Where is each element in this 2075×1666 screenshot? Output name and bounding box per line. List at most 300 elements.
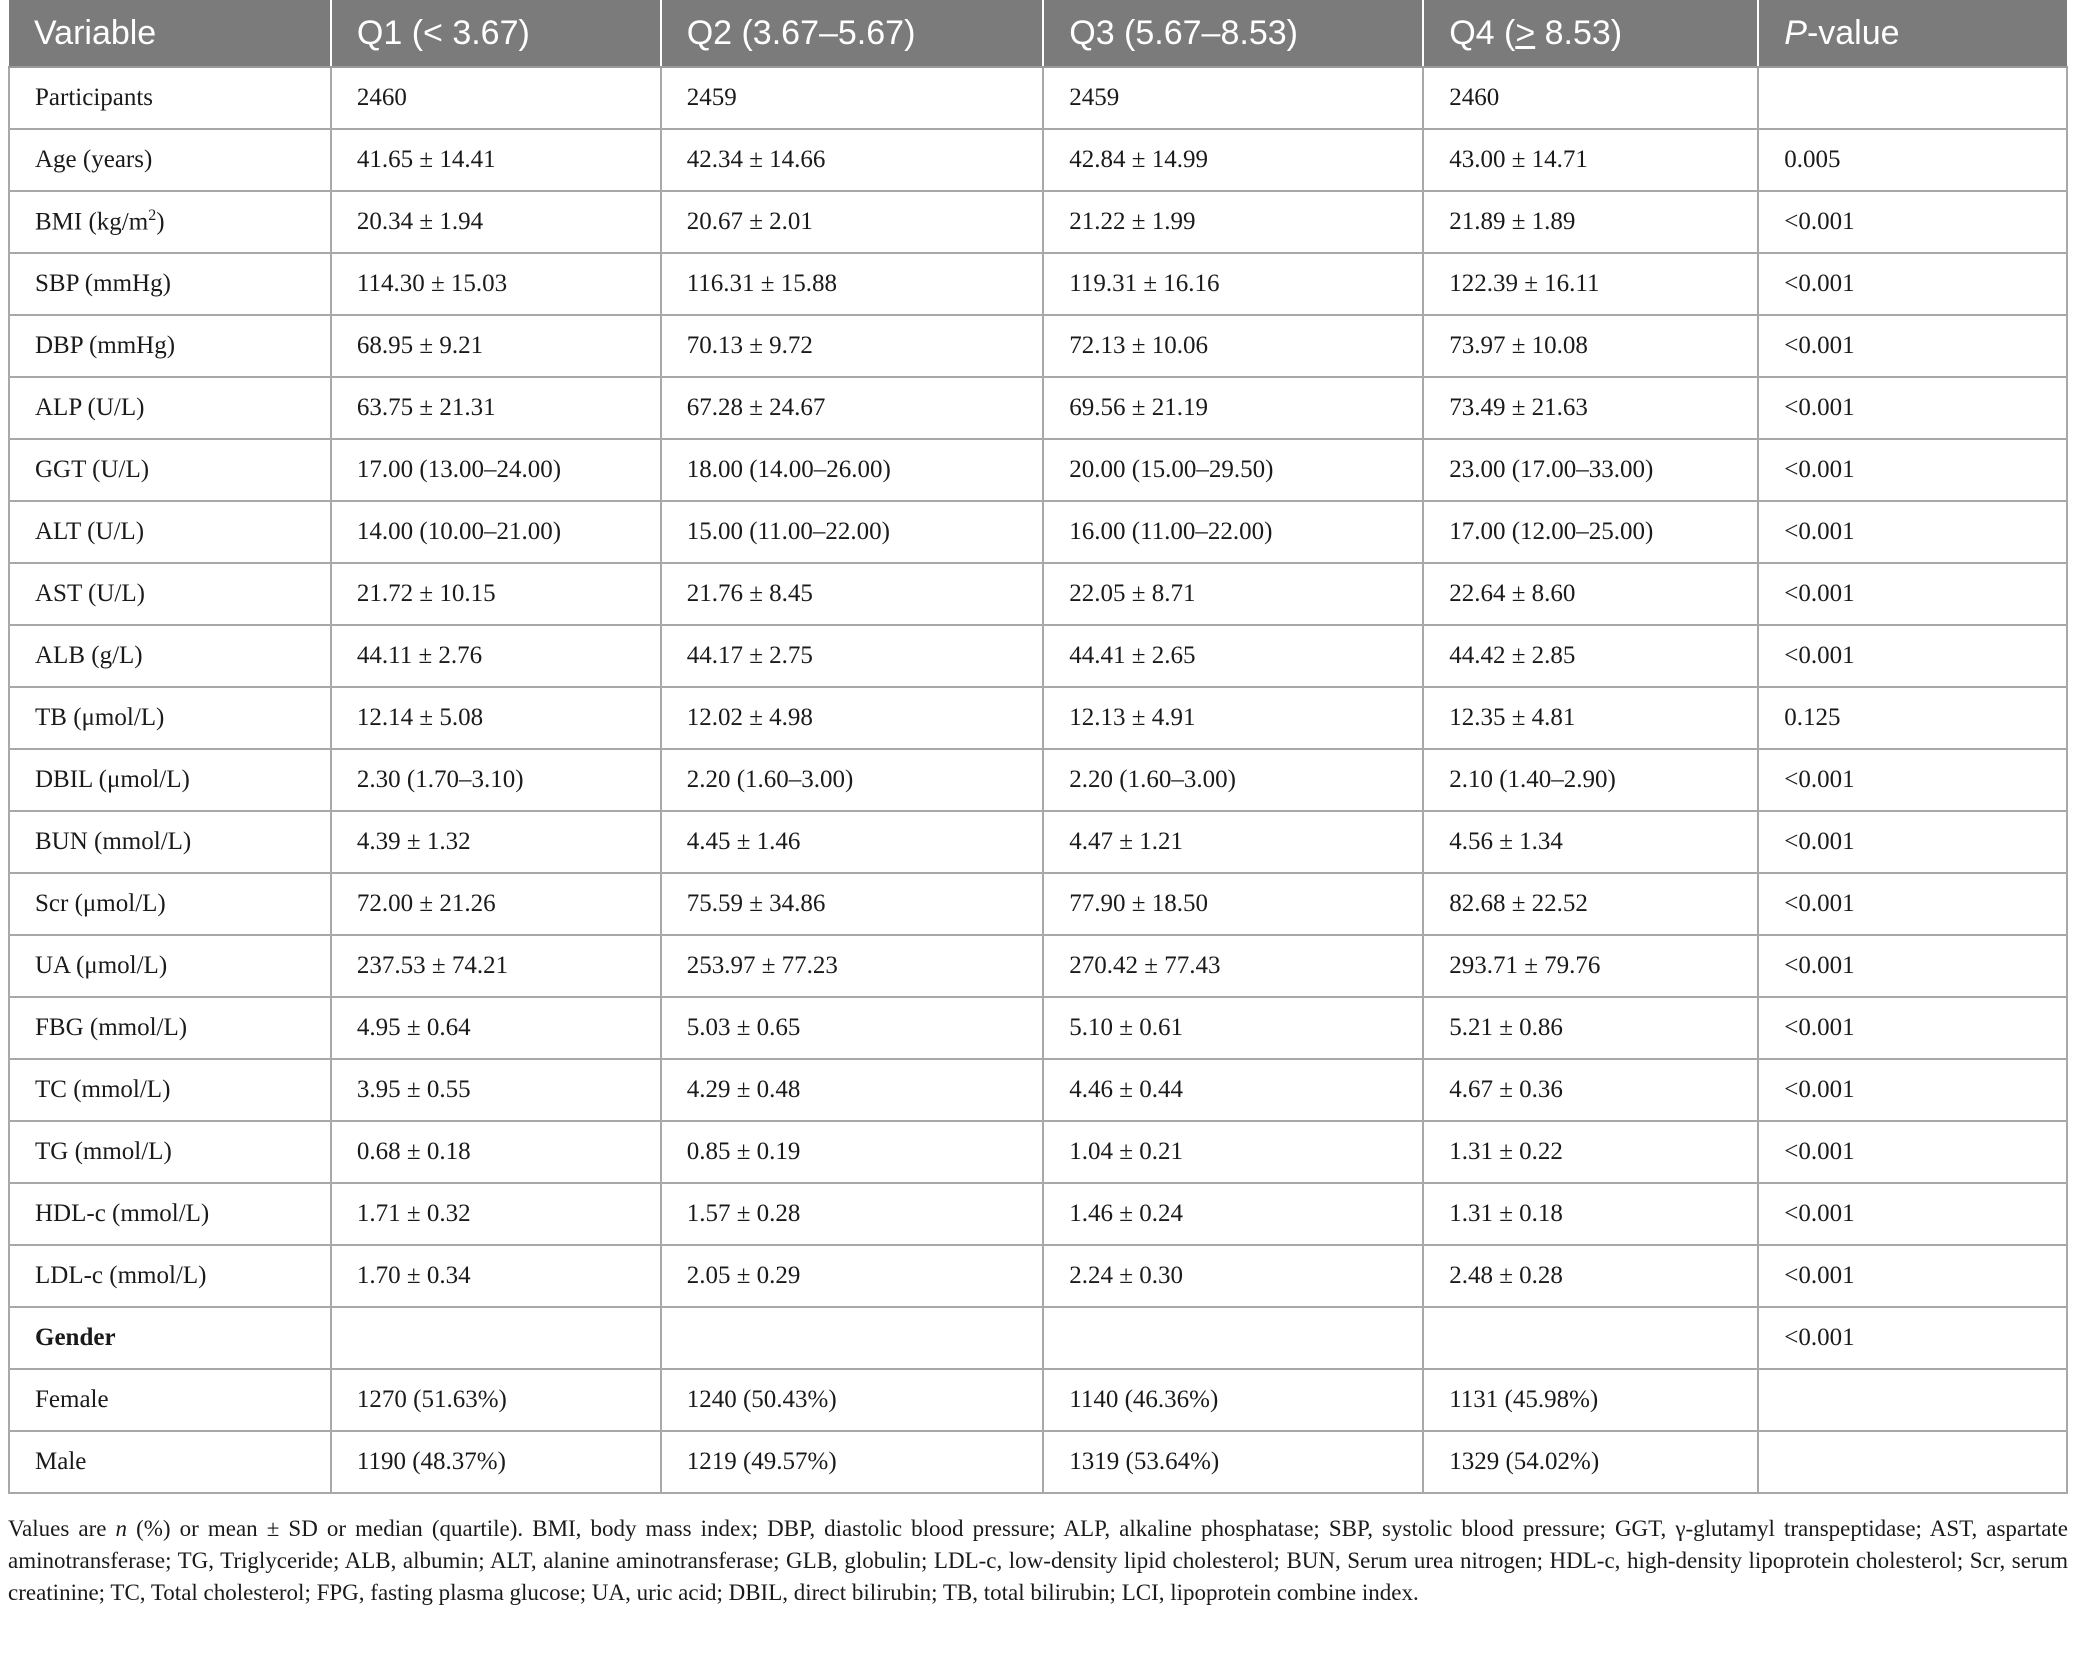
cell-text: <0.001: [1784, 580, 1855, 607]
cell-variable: [9, 67, 331, 129]
cell-text: 2459: [686, 84, 737, 111]
cell-text: 77.90 ± 18.50: [1069, 890, 1208, 917]
cell-p-value: [1758, 1369, 2067, 1431]
table-container: [8, 0, 2068, 1494]
cell-text: 82.68 ± 22.52: [1449, 890, 1588, 917]
cell-variable: [9, 687, 331, 749]
cell-text: 21.89 ± 1.89: [1449, 208, 1576, 235]
bmi-superscript: 2: [148, 207, 157, 225]
header-p-rest: -value: [1806, 13, 1900, 52]
cell-text: 67.28 ± 24.67: [686, 394, 826, 421]
cell-q4: [1423, 1183, 1758, 1245]
cell-text: <0.001: [1784, 1076, 1855, 1103]
cell-q3: [1043, 191, 1423, 253]
cell-text: 12.13 ± 4.91: [1069, 704, 1196, 731]
cell-text: <0.001: [1784, 952, 1855, 979]
cell-q4: [1423, 253, 1758, 315]
cell-text: 2.24 ± 0.30: [1069, 1262, 1183, 1289]
cell-text: <0.001: [1784, 642, 1855, 669]
cell-q1: [331, 1183, 661, 1245]
cell-q4: [1423, 501, 1758, 563]
cell-q1: [331, 1307, 661, 1369]
cell-p-value: [1758, 129, 2067, 191]
cell-q2: [661, 67, 1044, 129]
cell-q3: [1043, 1431, 1423, 1493]
cell-text: Age (years): [35, 146, 153, 173]
cell-text: <0.001: [1784, 456, 1855, 483]
cell-text: 1.46 ± 0.24: [1069, 1200, 1183, 1227]
cell-q1: [331, 749, 661, 811]
cell-q1: [331, 563, 661, 625]
cell-text: 1.70 ± 0.34: [356, 1262, 471, 1289]
table-row: [9, 1121, 2067, 1183]
cell-q2: [661, 997, 1044, 1059]
cell-q3: [1043, 129, 1423, 191]
cell-text: <0.001: [1784, 1324, 1855, 1351]
cell-variable: [9, 439, 331, 501]
cell-variable: [9, 191, 331, 253]
cell-q4: [1423, 935, 1758, 997]
cell-text: 20.34 ± 1.94: [356, 208, 484, 235]
cell-q1: [331, 1431, 661, 1493]
cell-q4: [1423, 129, 1758, 191]
cell-q3: [1043, 501, 1423, 563]
cell-text: 1140 (46.36%): [1069, 1386, 1219, 1413]
header-q4-suffix: 8.53): [1535, 13, 1623, 52]
cell-text: 5.10 ± 0.61: [1069, 1014, 1183, 1041]
cell-q4: [1423, 563, 1758, 625]
table-row: [9, 1307, 2067, 1369]
cell-q3: [1043, 687, 1423, 749]
cell-q1: [331, 625, 661, 687]
cell-text: 73.97 ± 10.08: [1449, 332, 1588, 359]
cell-text: 0.85 ± 0.19: [686, 1138, 801, 1165]
cell-text: <0.001: [1784, 890, 1855, 917]
cell-p-value: [1758, 1183, 2067, 1245]
cell-q1: [331, 1369, 661, 1431]
cell-text: 12.35 ± 4.81: [1449, 704, 1576, 731]
cell-q3: [1043, 315, 1423, 377]
cell-q2: [661, 1183, 1044, 1245]
table-row: [9, 687, 2067, 749]
cell-text: 12.14 ± 5.08: [356, 704, 484, 731]
cell-q3: [1043, 1121, 1423, 1183]
cell-text: 122.39 ± 16.11: [1449, 270, 1600, 297]
header-q1: Q1 (< 3.67): [331, 0, 661, 67]
cell-p-value: [1758, 191, 2067, 253]
cell-q2: [661, 935, 1044, 997]
cell-text: 2.20 (1.60–3.00): [1069, 766, 1236, 793]
cell-text: 41.65 ± 14.41: [356, 146, 496, 173]
cell-text: 20.00 (15.00–29.50): [1069, 456, 1274, 483]
cell-q3: [1043, 1183, 1423, 1245]
cell-variable: [9, 749, 331, 811]
cell-q3: [1043, 873, 1423, 935]
header-p-value: [1758, 0, 2067, 67]
cell-text: 21.72 ± 10.15: [356, 580, 496, 607]
table-row: [9, 1059, 2067, 1121]
cell-text: 21.76 ± 8.45: [686, 580, 813, 607]
table-row: [9, 1183, 2067, 1245]
cell-p-value: [1758, 1245, 2067, 1307]
cell-text: 293.71 ± 79.76: [1449, 952, 1601, 979]
cell-p-value: [1758, 563, 2067, 625]
footnote-body: (%) or mean ± SD or median (quartile). BMI, body mass index; DBP, diastolic blood pressure; ALP, alkaline phosphatase; SBP, systolic blood pressure; GGT, γ-glutamyl transpeptidase; AST, aspartate aminotransferase; TG, Triglyceride; ALB, albumin; ALT, alanine aminotransferase; GLB, globulin; LDL-c, low-density lipid cholesterol; BUN, Serum urea nitrogen; HDL-c, high-density lipoprotein cholesterol; Scr, serum creatinine; TC, Total cholesterol; FPG, fasting plasma glucose; UA, uric acid; DBIL, direct bilirubin; TB, total bilirubin; LCI, lipoprotein combine index.: [8, 1516, 2068, 1605]
cell-q2: [661, 253, 1044, 315]
cell-text: Participants: [35, 84, 154, 111]
cell-q4: [1423, 67, 1758, 129]
cell-text: 72.13 ± 10.06: [1069, 332, 1208, 359]
cell-text: 72.00 ± 21.26: [356, 890, 496, 917]
cell-text: TC (mmol/L): [35, 1076, 171, 1103]
cell-text: Gender: [35, 1324, 116, 1351]
bmi-label-tail: ): [156, 208, 165, 236]
cell-text: 2.48 ± 0.28: [1449, 1262, 1563, 1289]
cell-q3: [1043, 935, 1423, 997]
cell-p-value: [1758, 997, 2067, 1059]
cell-text: 5.21 ± 0.86: [1449, 1014, 1563, 1041]
cell-text: 4.39 ± 1.32: [356, 828, 471, 855]
cell-text: 4.46 ± 0.44: [1069, 1076, 1183, 1103]
cell-text: 1219 (49.57%): [686, 1448, 837, 1475]
table-row: [9, 749, 2067, 811]
cell-text: 12.02 ± 4.98: [686, 704, 813, 731]
cell-q2: [661, 1059, 1044, 1121]
cell-text: ALP (U/L): [35, 394, 145, 421]
cell-text: AST (U/L): [35, 580, 145, 607]
cell-text: 70.13 ± 9.72: [686, 332, 813, 359]
cell-q4: [1423, 625, 1758, 687]
cell-variable: [9, 935, 331, 997]
cell-text: 2460: [356, 84, 407, 111]
header-q4-prefix: Q4 (: [1449, 13, 1516, 52]
cell-variable: [9, 315, 331, 377]
cell-p-value: [1758, 935, 2067, 997]
cell-text: 116.31 ± 15.88: [686, 270, 837, 297]
cell-text: 4.56 ± 1.34: [1449, 828, 1563, 855]
cell-p-value: [1758, 253, 2067, 315]
cell-q1: [331, 501, 661, 563]
cell-p-value: [1758, 67, 2067, 129]
cell-p-value: [1758, 873, 2067, 935]
cell-q1: [331, 687, 661, 749]
cell-q4: [1423, 749, 1758, 811]
cell-variable: [9, 129, 331, 191]
cell-text: 4.29 ± 0.48: [686, 1076, 801, 1103]
cell-text: 20.67 ± 2.01: [686, 208, 813, 235]
cell-text: SBP (mmHg): [35, 270, 171, 297]
table-row: [9, 129, 2067, 191]
cell-q3: [1043, 377, 1423, 439]
cell-q4: [1423, 873, 1758, 935]
cell-q3: [1043, 1059, 1423, 1121]
cell-variable: [9, 1121, 331, 1183]
cell-text: 1131 (45.98%): [1449, 1386, 1599, 1413]
cell-text: <0.001: [1784, 208, 1855, 235]
header-q3: Q3 (5.67–8.53): [1043, 0, 1423, 67]
cell-text: TG (mmol/L): [35, 1138, 172, 1165]
cell-q3: [1043, 997, 1423, 1059]
cell-q2: [661, 1245, 1044, 1307]
cell-p-value: [1758, 1059, 2067, 1121]
cell-q3: [1043, 749, 1423, 811]
table-row: [9, 191, 2067, 253]
table-row: [9, 1369, 2067, 1431]
cell-text: 1329 (54.02%): [1449, 1448, 1600, 1475]
cell-q3: [1043, 439, 1423, 501]
cell-p-value: [1758, 687, 2067, 749]
table-row: [9, 935, 2067, 997]
cell-text: <0.001: [1784, 1200, 1855, 1227]
cell-q3: [1043, 1307, 1423, 1369]
table-row: [9, 811, 2067, 873]
cell-text: <0.001: [1784, 828, 1855, 855]
cell-variable: [9, 1183, 331, 1245]
cell-p-value: [1758, 811, 2067, 873]
cell-q2: [661, 129, 1044, 191]
cell-q3: [1043, 811, 1423, 873]
cell-text: 4.95 ± 0.64: [356, 1014, 471, 1041]
cell-text: 75.59 ± 34.86: [686, 890, 826, 917]
cell-text: <0.001: [1784, 518, 1855, 545]
cell-q1: [331, 315, 661, 377]
cell-p-value: [1758, 1121, 2067, 1183]
cell-text: 22.05 ± 8.71: [1069, 580, 1196, 607]
cell-text: 2.20 (1.60–3.00): [686, 766, 854, 793]
cell-q4: [1423, 377, 1758, 439]
cell-text: 114.30 ± 15.03: [356, 270, 508, 297]
cell-q2: [661, 191, 1044, 253]
cell-q2: [661, 377, 1044, 439]
table-row: [9, 315, 2067, 377]
cell-p-value: [1758, 377, 2067, 439]
table-header-row: [9, 0, 2067, 67]
cell-text: 18.00 (14.00–26.00): [686, 456, 891, 483]
cell-q1: [331, 67, 661, 129]
cell-variable: [9, 563, 331, 625]
cell-text: BMI (kg/m: [35, 208, 149, 236]
cell-text: <0.001: [1784, 1262, 1855, 1289]
cell-text: <0.001: [1784, 766, 1855, 793]
cell-q4: [1423, 315, 1758, 377]
cell-q3: [1043, 67, 1423, 129]
cell-q1: [331, 129, 661, 191]
cell-variable: [9, 997, 331, 1059]
header-p-italic: P: [1784, 13, 1807, 52]
cell-text: 44.17 ± 2.75: [686, 642, 813, 669]
cell-text: 4.47 ± 1.21: [1069, 828, 1183, 855]
cell-q2: [661, 873, 1044, 935]
cell-q4: [1423, 811, 1758, 873]
cell-variable: [9, 625, 331, 687]
cell-q2: [661, 749, 1044, 811]
cell-q1: [331, 935, 661, 997]
footnote-n-italic: n: [115, 1516, 128, 1541]
cell-text: DBIL (μmol/L): [35, 766, 190, 793]
cell-text: 15.00 (11.00–22.00): [686, 518, 890, 545]
cell-text: 1319 (53.64%): [1069, 1448, 1220, 1475]
header-q2: Q2 (3.67–5.67): [661, 0, 1044, 67]
cell-text: 253.97 ± 77.23: [686, 952, 838, 979]
table-row: [9, 997, 2067, 1059]
cell-text: BUN (mmol/L): [35, 828, 192, 855]
header-variable: Variable: [9, 0, 331, 67]
cell-q4: [1423, 1369, 1758, 1431]
cell-text: UA (μmol/L): [35, 952, 168, 979]
cell-q2: [661, 625, 1044, 687]
cell-q1: [331, 191, 661, 253]
cell-text: 2.10 (1.40–2.90): [1449, 766, 1616, 793]
cell-text: GGT (U/L): [35, 456, 150, 483]
cell-text: 43.00 ± 14.71: [1449, 146, 1588, 173]
cell-variable: [9, 811, 331, 873]
cell-text: 1.31 ± 0.18: [1449, 1200, 1563, 1227]
table-row: [9, 253, 2067, 315]
cell-variable: [9, 1059, 331, 1121]
cell-q1: [331, 873, 661, 935]
cell-text: 68.95 ± 9.21: [356, 332, 484, 359]
table-row: [9, 439, 2067, 501]
cell-q1: [331, 1245, 661, 1307]
cell-text: 4.45 ± 1.46: [686, 828, 801, 855]
cell-text: 2.30 (1.70–3.10): [356, 766, 524, 793]
cell-q2: [661, 501, 1044, 563]
cell-text: LDL-c (mmol/L): [35, 1262, 207, 1289]
cell-text: 5.03 ± 0.65: [686, 1014, 801, 1041]
table-row: [9, 563, 2067, 625]
header-q4-ge-symbol: >: [1515, 13, 1536, 52]
cell-variable: [9, 1369, 331, 1431]
table-row: [9, 377, 2067, 439]
cell-text: 0.005: [1784, 146, 1841, 173]
cell-text: Male: [35, 1448, 87, 1475]
cell-text: 2460: [1449, 84, 1500, 111]
cell-text: 23.00 (17.00–33.00): [1449, 456, 1654, 483]
cell-text: 21.22 ± 1.99: [1069, 208, 1196, 235]
cell-q4: [1423, 1307, 1758, 1369]
cell-q1: [331, 997, 661, 1059]
cell-text: 0.125: [1784, 704, 1841, 731]
cell-q4: [1423, 1245, 1758, 1307]
cell-text: <0.001: [1784, 270, 1855, 297]
table-row: [9, 501, 2067, 563]
cell-p-value: [1758, 501, 2067, 563]
cell-text: HDL-c (mmol/L): [35, 1200, 210, 1227]
cell-p-value: [1758, 1431, 2067, 1493]
cell-text: FBG (mmol/L): [35, 1014, 188, 1041]
cell-text: 22.64 ± 8.60: [1449, 580, 1576, 607]
cell-q2: [661, 687, 1044, 749]
cell-variable: [9, 253, 331, 315]
table-footnote: [8, 1513, 2068, 1609]
header-q4: [1423, 0, 1758, 67]
cell-q4: [1423, 1431, 1758, 1493]
cell-p-value: [1758, 315, 2067, 377]
cell-text: 63.75 ± 21.31: [356, 394, 496, 421]
cell-text: 42.34 ± 14.66: [686, 146, 826, 173]
table-body: [9, 67, 2067, 1493]
cell-text: ALT (U/L): [35, 518, 145, 545]
cell-q2: [661, 1431, 1044, 1493]
cell-text: 42.84 ± 14.99: [1069, 146, 1208, 173]
cell-q1: [331, 253, 661, 315]
cell-text: 3.95 ± 0.55: [356, 1076, 471, 1103]
cell-text: <0.001: [1784, 332, 1855, 359]
cell-q2: [661, 1369, 1044, 1431]
cell-text: 0.68 ± 0.18: [356, 1138, 471, 1165]
cell-q4: [1423, 1059, 1758, 1121]
cell-q3: [1043, 625, 1423, 687]
cell-text: 270.42 ± 77.43: [1069, 952, 1221, 979]
cell-text: 119.31 ± 16.16: [1069, 270, 1220, 297]
cell-text: 17.00 (12.00–25.00): [1449, 518, 1654, 545]
cell-text: 2.05 ± 0.29: [686, 1262, 801, 1289]
cell-text: Scr (μmol/L): [35, 890, 166, 917]
cell-text: 1.31 ± 0.22: [1449, 1138, 1563, 1165]
table-row: [9, 873, 2067, 935]
cell-text: 44.42 ± 2.85: [1449, 642, 1576, 669]
cell-text: 1190 (48.37%): [356, 1448, 506, 1475]
cell-q1: [331, 439, 661, 501]
characteristics-table: [8, 0, 2068, 1494]
cell-variable: [9, 1431, 331, 1493]
cell-text: 1240 (50.43%): [686, 1386, 837, 1413]
cell-text: 1.57 ± 0.28: [686, 1200, 801, 1227]
cell-q4: [1423, 1121, 1758, 1183]
cell-text: 237.53 ± 74.21: [356, 952, 509, 979]
cell-variable: [9, 1307, 331, 1369]
cell-q3: [1043, 1369, 1423, 1431]
cell-q2: [661, 1307, 1044, 1369]
table-row: [9, 1245, 2067, 1307]
cell-text: 69.56 ± 21.19: [1069, 394, 1208, 421]
cell-p-value: [1758, 1307, 2067, 1369]
table-row: [9, 625, 2067, 687]
cell-text: <0.001: [1784, 1014, 1855, 1041]
cell-text: 2459: [1069, 84, 1120, 111]
cell-text: 16.00 (11.00–22.00): [1069, 518, 1273, 545]
cell-q2: [661, 439, 1044, 501]
cell-text: 44.41 ± 2.65: [1069, 642, 1196, 669]
table-row: [9, 1431, 2067, 1493]
cell-text: TB (μmol/L): [35, 704, 165, 731]
cell-p-value: [1758, 625, 2067, 687]
cell-text: 4.67 ± 0.36: [1449, 1076, 1563, 1103]
cell-text: Female: [35, 1386, 109, 1413]
cell-q4: [1423, 687, 1758, 749]
cell-text: 73.49 ± 21.63: [1449, 394, 1588, 421]
cell-text: 1.71 ± 0.32: [356, 1200, 471, 1227]
cell-variable: [9, 377, 331, 439]
cell-p-value: [1758, 749, 2067, 811]
cell-q1: [331, 377, 661, 439]
cell-q2: [661, 811, 1044, 873]
cell-q4: [1423, 997, 1758, 1059]
cell-text: DBP (mmHg): [35, 332, 176, 359]
cell-variable: [9, 1245, 331, 1307]
cell-text: 1.04 ± 0.21: [1069, 1138, 1183, 1165]
cell-q1: [331, 811, 661, 873]
cell-q3: [1043, 253, 1423, 315]
cell-variable: [9, 501, 331, 563]
table-row: [9, 67, 2067, 129]
cell-q4: [1423, 439, 1758, 501]
cell-q2: [661, 563, 1044, 625]
cell-text: 1270 (51.63%): [356, 1386, 507, 1413]
cell-text: <0.001: [1784, 1138, 1855, 1165]
cell-q1: [331, 1121, 661, 1183]
cell-variable: [9, 873, 331, 935]
